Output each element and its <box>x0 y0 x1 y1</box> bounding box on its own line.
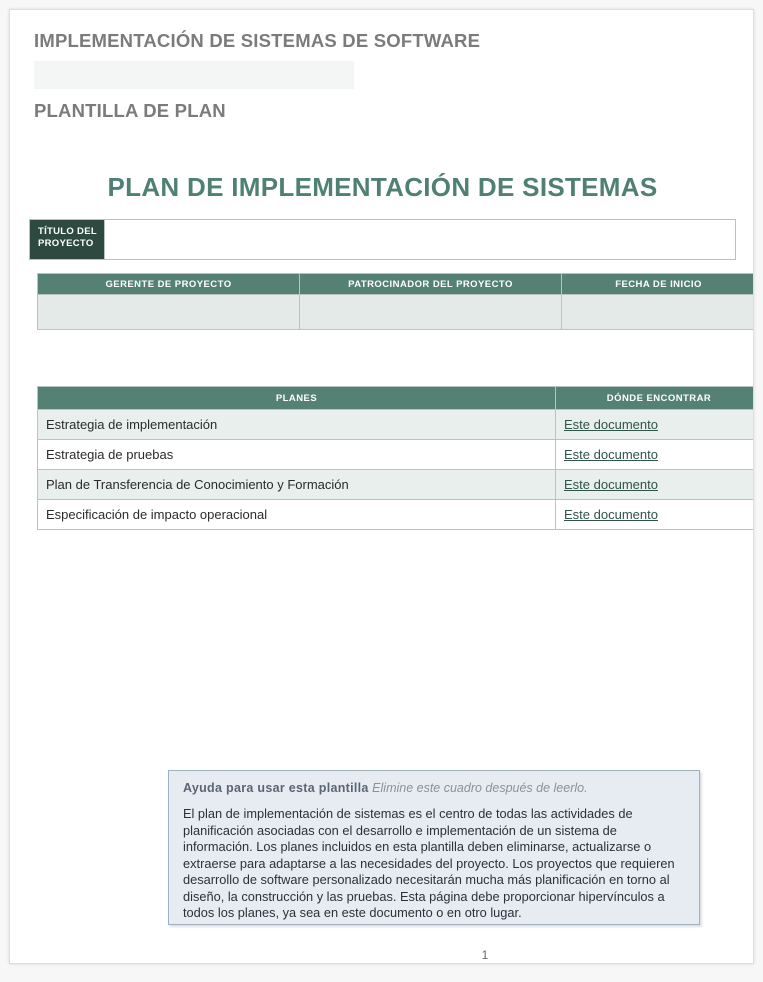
project-title-label-line2: PROYECTO <box>38 238 94 249</box>
project-title-input[interactable] <box>105 219 736 260</box>
cell-plan-location <box>556 500 755 530</box>
link-este-documento[interactable]: Este documento <box>564 417 658 432</box>
document-page <box>9 9 754 964</box>
help-box-heading-bold: Ayuda para usar esta plantilla <box>183 781 369 795</box>
cell-fecha-value[interactable] <box>562 295 755 330</box>
cell-plan-location <box>556 410 755 440</box>
table-row <box>38 440 755 470</box>
help-box-heading-italic: Elimine este cuadro después de leerlo. <box>372 781 588 795</box>
cell-plan-location <box>556 440 755 470</box>
header-subtitle-plantilla: PLANTILLA DE PLAN <box>34 100 226 121</box>
project-info-table <box>37 273 754 330</box>
column-header-donde-encontrar: DÓNDE ENCONTRAR <box>556 387 755 410</box>
project-title-label-line1: TÍTULO DEL <box>38 226 97 237</box>
cell-patrocinador-value[interactable] <box>300 295 562 330</box>
page-title: PLAN DE IMPLEMENTACIÓN DE SISTEMAS <box>107 172 658 202</box>
page-number: 1 <box>481 948 489 962</box>
cell-plan-name: Estrategia de implementación <box>38 410 556 440</box>
help-box-body: El plan de implementación de sistemas es el centro de todas las actividades de planificación asociadas con el desarrollo e implementación de un sistema de información. Los planes incluidos en esta plantilla deben eliminarse, actualizarse o extraerse para adaptarse a las necesidades del proyecto. Los proyectos que requieren desarrollo de software personalizado necesitarán mucha más planificación en torno al diseño, la construcción y las pruebas. Esta página debe proporcionar hipervínculos a todos los planes, ya sea en este documento o en otro lugar. <box>183 806 675 920</box>
project-title-label <box>29 219 105 260</box>
column-header-gerente: GERENTE DE PROYECTO <box>38 274 300 295</box>
cell-plan-name: Plan de Transferencia de Conocimiento y Formación <box>38 470 556 500</box>
cell-plan-name: Especificación de impacto operacional <box>38 500 556 530</box>
header-blank-placeholder <box>34 61 354 89</box>
link-este-documento[interactable]: Este documento <box>564 507 658 522</box>
table-row <box>38 470 755 500</box>
project-title-table <box>29 219 736 260</box>
column-header-patrocinador: PATROCINADOR DEL PROYECTO <box>300 274 562 295</box>
link-este-documento[interactable]: Este documento <box>564 447 658 462</box>
table-header-row <box>38 274 755 295</box>
table-row <box>38 295 755 330</box>
document-header <box>34 30 724 122</box>
column-header-fecha: FECHA DE INICIO <box>562 274 755 295</box>
cell-gerente-value[interactable] <box>38 295 300 330</box>
help-box-heading <box>183 781 685 796</box>
cell-plan-name: Estrategia de pruebas <box>38 440 556 470</box>
table-header-row <box>38 387 755 410</box>
table-row <box>38 410 755 440</box>
column-header-planes: PLANES <box>38 387 556 410</box>
cell-plan-location <box>556 470 755 500</box>
header-subtitle-software: IMPLEMENTACIÓN DE SISTEMAS DE SOFTWARE <box>34 30 481 51</box>
template-help-box <box>168 770 700 925</box>
link-este-documento[interactable]: Este documento <box>564 477 658 492</box>
table-row <box>38 500 755 530</box>
plans-table <box>37 386 754 530</box>
